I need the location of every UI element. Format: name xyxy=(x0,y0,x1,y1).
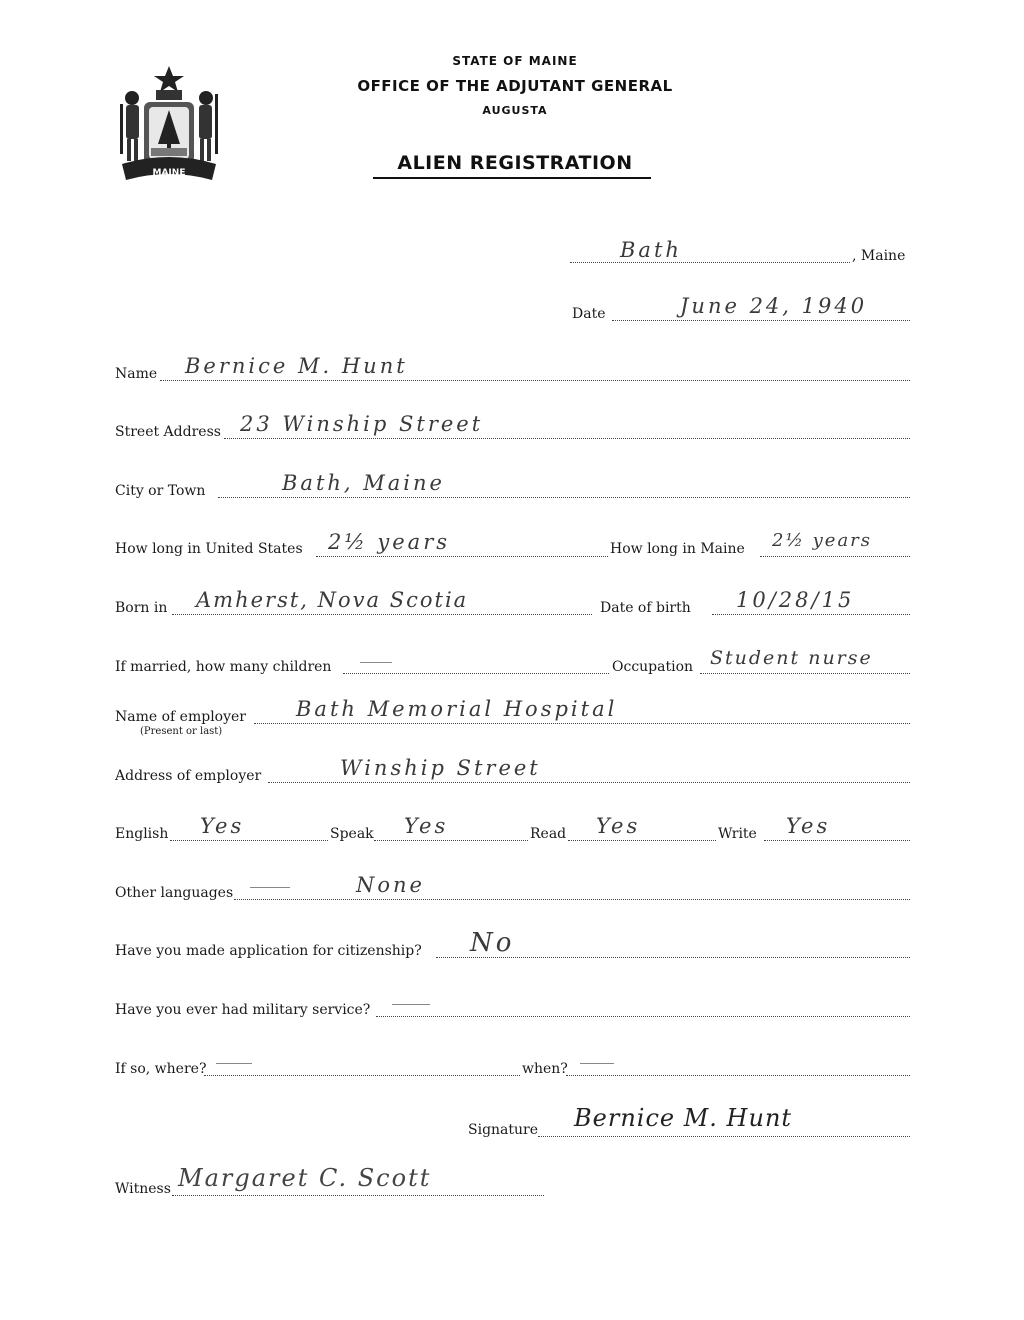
how-long-maine-line xyxy=(760,556,910,557)
when-line xyxy=(566,1075,910,1076)
how-long-us-line xyxy=(316,556,608,557)
write-label: Write xyxy=(718,826,757,842)
other-languages-line xyxy=(234,899,910,900)
read-value: Yes xyxy=(596,814,641,838)
speak-line xyxy=(374,840,528,841)
place-label: , Maine xyxy=(852,248,906,264)
employer-label: Name of employer xyxy=(115,709,246,725)
header-office: OFFICE OF THE ADJUTANT GENERAL xyxy=(357,77,673,95)
date-of-birth-line xyxy=(712,614,910,615)
employer-sublabel: (Present or last) xyxy=(140,726,223,737)
military-dash xyxy=(392,1004,430,1005)
when-label: when? xyxy=(522,1061,568,1077)
city-value: Bath, Maine xyxy=(282,471,445,495)
how-long-maine-label: How long in Maine xyxy=(610,541,745,557)
children-line xyxy=(343,673,609,674)
employer-value: Bath Memorial Hospital xyxy=(296,697,618,721)
occupation-label: Occupation xyxy=(612,659,694,675)
signature-value: Bernice M. Hunt xyxy=(574,1104,793,1132)
date-line xyxy=(612,320,910,321)
when-dash xyxy=(580,1063,614,1064)
seal-label: MAINE xyxy=(152,168,186,178)
employer-address-value: Winship Street xyxy=(340,756,541,780)
date-label: Date xyxy=(572,306,606,322)
city-line xyxy=(218,497,910,498)
born-in-line xyxy=(172,614,592,615)
title-underline xyxy=(373,177,651,179)
where-dash xyxy=(216,1063,252,1064)
date-of-birth-value: 10/28/15 xyxy=(736,588,855,612)
street-address-value: 23 Winship Street xyxy=(240,412,484,436)
born-in-label: Born in xyxy=(115,600,168,616)
street-address-label: Street Address xyxy=(115,424,221,440)
witness-label: Witness xyxy=(115,1181,171,1197)
read-line xyxy=(568,840,716,841)
born-in-value: Amherst, Nova Scotia xyxy=(196,588,469,612)
military-line xyxy=(376,1016,910,1017)
form-title: ALIEN REGISTRATION xyxy=(397,152,633,174)
city-label: City or Town xyxy=(115,483,206,499)
write-value: Yes xyxy=(786,814,831,838)
occupation-value: Student nurse xyxy=(710,647,873,669)
english-value: Yes xyxy=(200,814,245,838)
where-label: If so, where? xyxy=(115,1061,207,1077)
place-value: Bath xyxy=(620,238,682,262)
speak-label: Speak xyxy=(330,826,374,842)
street-address-line xyxy=(224,438,910,439)
name-line xyxy=(160,380,910,381)
english-line xyxy=(170,840,328,841)
employer-address-line xyxy=(268,782,910,783)
read-label: Read xyxy=(530,826,567,842)
how-long-us-label: How long in United States xyxy=(115,541,303,557)
children-dash xyxy=(360,662,392,663)
maine-state-seal-icon xyxy=(116,64,222,188)
children-label: If married, how many children xyxy=(115,659,332,675)
english-label: English xyxy=(115,826,169,842)
other-languages-label: Other languages xyxy=(115,885,234,901)
name-value: Bernice M. Hunt xyxy=(185,354,408,378)
military-label: Have you ever had military service? xyxy=(115,1002,371,1018)
speak-value: Yes xyxy=(404,814,449,838)
where-line xyxy=(204,1075,520,1076)
header-city: AUGUSTA xyxy=(482,104,548,117)
citizenship-label: Have you made application for citizenship? xyxy=(115,943,422,959)
citizenship-value: No xyxy=(470,928,515,958)
occupation-line xyxy=(700,673,910,674)
write-line xyxy=(764,840,910,841)
date-of-birth-label: Date of birth xyxy=(600,600,691,616)
witness-value: Margaret C. Scott xyxy=(178,1164,432,1192)
how-long-maine-value: 2½ years xyxy=(772,530,873,551)
name-label: Name xyxy=(115,366,158,382)
signature-label: Signature xyxy=(468,1122,539,1138)
witness-line xyxy=(172,1195,544,1196)
employer-line xyxy=(254,723,910,724)
header-state: STATE OF MAINE xyxy=(452,54,578,68)
place-line xyxy=(570,262,850,263)
other-languages-value: None xyxy=(356,873,425,897)
how-long-us-value: 2½ years xyxy=(328,530,451,554)
employer-address-label: Address of employer xyxy=(115,768,262,784)
signature-line xyxy=(538,1136,910,1137)
date-value: June 24, 1940 xyxy=(680,294,868,318)
other-languages-dash xyxy=(250,887,290,888)
